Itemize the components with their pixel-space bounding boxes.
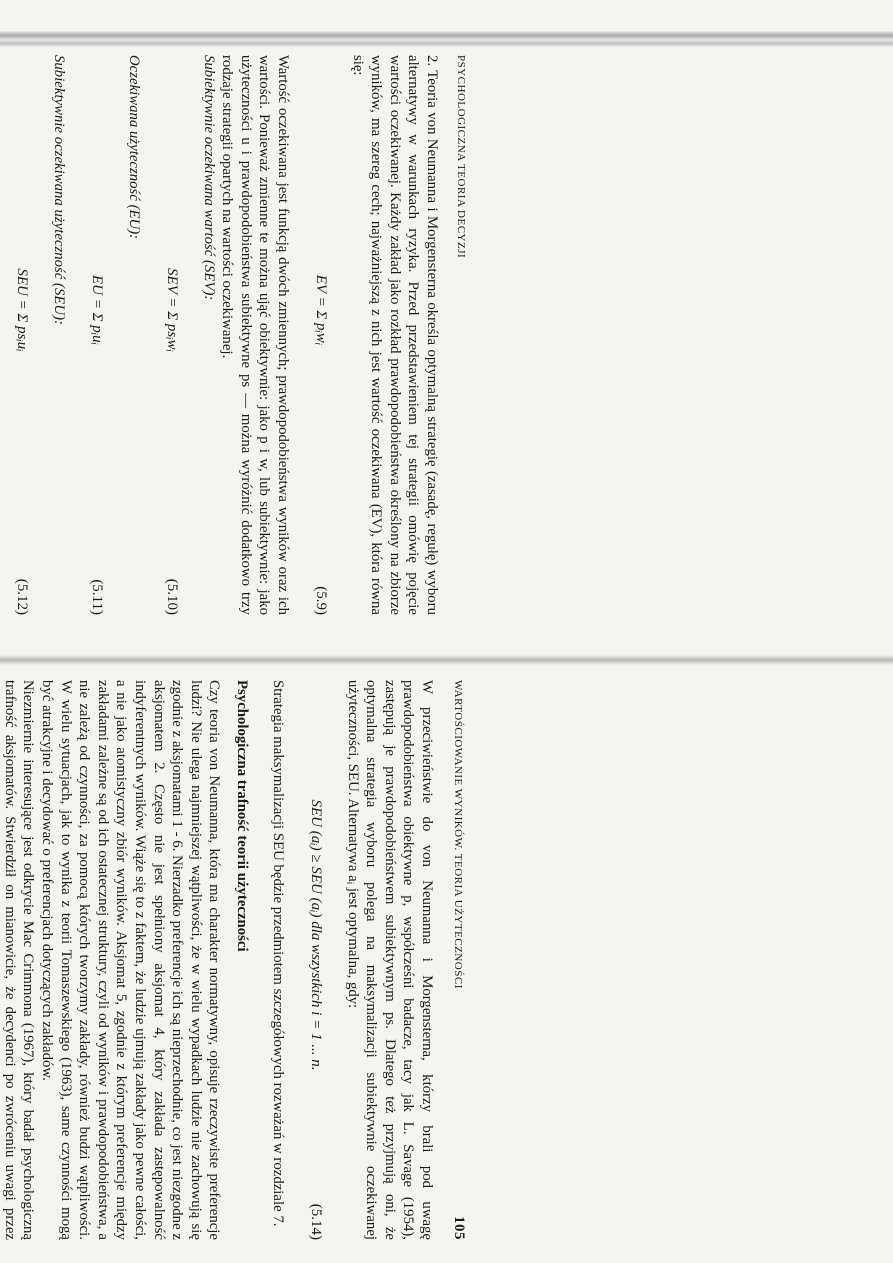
label-sev: Subiektywnie oczekiwana wartość (SEV):: [200, 55, 217, 301]
paragraph: Czy teoria von Neumanna, która ma charakter normatywny, opisuje rzeczywiste preferencje ludzi? Nie ulega najmniejszej wątpliwości, że w wielu wypadkach ludzie nie zachowują się zgodnie z aksjomatami 1 - 6. Nierzadko preferencje ich są nieprzechodnie, co jest niezgodne z aksjomatem 2. Często nie jest spełniony aksjomat 4, który zakłada zastępowalność indyferentnych wyników. Wiąże się to z faktem, że ludzie ujmują zakłady jako pewne całości, a nie jako atomistyczny zbiór wyników. Aksjomat 5, zgodnie z którym preferencje między zakładami zależne są od ich ostatecznej struktury, czyli od wyników i prawdopodobieństwa, a nie zależą od czynności, za pomocą których tworzymy zakłady, również budzi wątpliwości. W wielu sytuacjach, jak to wynika z teorii Tomaszewskiego (1963), same czynności mogą być atrakcyjne i decydować o preferencjach dotyczących zakładów.: [39, 680, 223, 1240]
label-eu: Oczekiwana użyteczność (EU):: [126, 55, 143, 240]
running-head-title: PSYCHOLOGICZNA TEORIA DECYZJI: [455, 55, 467, 259]
equation-number: (5.9): [312, 586, 329, 615]
section-title: Psychologiczna trafność teorii użyteczności: [234, 680, 251, 952]
paragraph: W przeciwieństwie do von Neumanna i Morgensterna, którzy brali pod uwagę prawdopodobieństwa obiektywne p, współcześni badacze, tacy jak L. Savage (1954), zastępują je prawdopodobieństwem subiektywnym ps. Dlatego też przyjmują oni, że optymalna strategia wyboru polega na maksymalizacji subiektywnie oczekiwanej użyteczności, SEU. Alternatywa aᵢ jest optymalna, gdy:: [344, 680, 435, 1240]
page-104: [0, 55, 473, 615]
running-head: [436, 680, 467, 1240]
equation-expression: SEU (aᵢ) ≥ SEU (aᵢ) dla wszystkich i = 1 ... n.: [307, 799, 324, 1071]
equation-5-14: [287, 680, 343, 1240]
paragraph: 2. Teoria von Neumanna i Morgensterna określa optymalną strategię (zasadę, regułę) wyboru alternatywy w warunkach ryzyka. Przed przedstawieniem tej strategii omówię pojęcie wartości oczekiwanej. Każdy zakład jako rozkład prawdopodobieństwa określony na zbiorze wyników, ma szereg cech; najważniejszą z nich jest wartość oczekiwana (EV), która równa się:: [349, 55, 440, 615]
equation-expression: EU = Σ pᵢuᵢ: [88, 274, 105, 346]
running-head: [441, 55, 467, 615]
equation-5-10: [143, 55, 199, 615]
page-number: 105: [451, 1216, 467, 1240]
equation-expression: SEV = Σ psᵢwᵢ: [163, 268, 180, 352]
running-head-title: WARTOŚCIOWANIE WYNIKÓW. TEORIA UŻYTECZNOŚCI: [452, 680, 464, 989]
label-seu: Subiektywnie oczekiwana użyteczność (SEU):: [51, 55, 68, 325]
scanner-streak: [0, 30, 893, 48]
equation-number: (5.12): [14, 578, 31, 615]
equation-5-11: [68, 55, 124, 615]
equation-expression: SEU = Σ psᵢuᵢ: [14, 268, 31, 352]
page-105: [0, 680, 473, 1240]
paragraph: Niezmiernie interesujące jest odkrycie Mac Crimmona (1967), który badał psychologiczną trafność aksjomatów. Stwierdził on mianowicie, że decydenci po zwróceniu uwagi przez: [1, 680, 37, 1240]
equation-5-12: [0, 55, 50, 615]
paragraph: Wartość oczekiwana jest funkcją dwóch zmiennych; prawdopodobieństwa wyników oraz ich wartości. Ponieważ zmienne te można ująć obiektywnie: jako p i w, lub subiektywnie: jako użyteczności u i prawdopodobieństwa subiektywne ps — można wyróżnić dodatkowo trzy rodzaje strategii opartych na wartości oczekiwanej.: [219, 55, 292, 615]
paragraph: Strategia maksymalizacji SEU będzie przedmiotem szczegółowych rozważań w rozdziale 7.: [270, 680, 287, 1227]
equation-number: (5.11): [88, 579, 105, 615]
equation-expression: EV = Σ pᵢwᵢ: [312, 274, 329, 346]
page-fold-shadow: [0, 655, 893, 665]
equation-5-9: [292, 55, 348, 615]
equation-number: (5.10): [163, 578, 180, 615]
equation-number: (5.14): [307, 1203, 324, 1240]
